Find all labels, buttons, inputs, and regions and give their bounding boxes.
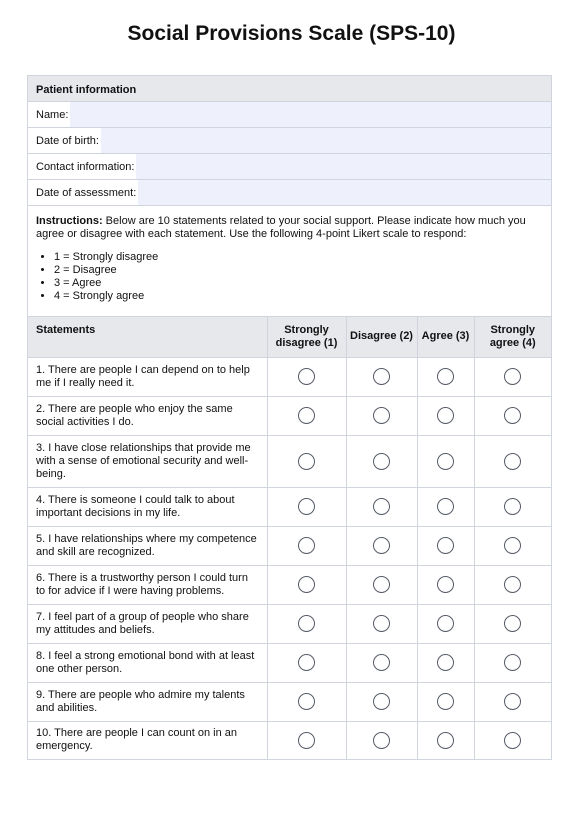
instructions-label: Instructions: <box>36 215 103 227</box>
radio-strongly-disagree[interactable] <box>298 537 315 554</box>
radio-cell-disagree <box>346 604 417 643</box>
assessment-form <box>27 75 552 760</box>
radio-cell-agree <box>417 487 474 526</box>
table-row <box>28 357 551 396</box>
radio-cell-disagree <box>346 565 417 604</box>
radio-disagree[interactable] <box>373 693 390 710</box>
radio-agree[interactable] <box>437 693 454 710</box>
table-header-row <box>28 317 551 357</box>
radio-cell-strongly-disagree <box>267 435 346 487</box>
radio-strongly-disagree[interactable] <box>298 615 315 632</box>
radio-strongly-disagree[interactable] <box>298 654 315 671</box>
scale-item-4: • 4 = Strongly agree <box>54 290 543 303</box>
table-row <box>28 682 551 721</box>
radio-disagree[interactable] <box>373 498 390 515</box>
radio-strongly-agree[interactable] <box>504 615 521 632</box>
scale-item-1: • 1 = Strongly disagree <box>54 251 543 264</box>
likert-scale-list <box>36 251 543 303</box>
radio-strongly-agree[interactable] <box>504 576 521 593</box>
contact-row <box>28 154 551 180</box>
radio-cell-strongly-disagree <box>267 526 346 565</box>
statement-text: 9. There are people who admire my talents and abilities. <box>28 682 267 721</box>
radio-cell-disagree <box>346 682 417 721</box>
radio-cell-agree <box>417 565 474 604</box>
scale-item-2: • 2 = Disagree <box>54 264 543 277</box>
statement-text: 4. There is someone I could talk to about important decisions in my life. <box>28 487 267 526</box>
contact-label: Contact information: <box>36 161 135 173</box>
statement-text: 6. There is a trustworthy person I could turn to for advice if I were having problems. <box>28 565 267 604</box>
radio-cell-agree <box>417 357 474 396</box>
statement-text: 2. There are people who enjoy the same social activities I do. <box>28 396 267 435</box>
header-disagree: Disagree (2) <box>346 317 417 357</box>
table-row <box>28 643 551 682</box>
radio-cell-disagree <box>346 357 417 396</box>
radio-agree[interactable] <box>437 576 454 593</box>
radio-disagree[interactable] <box>373 368 390 385</box>
radio-strongly-agree[interactable] <box>504 693 521 710</box>
radio-agree[interactable] <box>437 537 454 554</box>
radio-disagree[interactable] <box>373 537 390 554</box>
radio-cell-disagree <box>346 643 417 682</box>
radio-cell-agree <box>417 396 474 435</box>
radio-cell-strongly-agree <box>474 643 551 682</box>
radio-agree[interactable] <box>437 498 454 515</box>
radio-cell-strongly-agree <box>474 721 551 759</box>
radio-strongly-disagree[interactable] <box>298 368 315 385</box>
radio-cell-disagree <box>346 526 417 565</box>
radio-disagree[interactable] <box>373 576 390 593</box>
page-title: Social Provisions Scale (SPS-10) <box>127 22 456 45</box>
instructions-text <box>36 215 543 241</box>
radio-cell-agree <box>417 526 474 565</box>
radio-disagree[interactable] <box>373 615 390 632</box>
radio-cell-strongly-agree <box>474 396 551 435</box>
radio-cell-agree <box>417 682 474 721</box>
radio-agree[interactable] <box>437 732 454 749</box>
statement-text: 1. There are people I can depend on to help me if I really need it. <box>28 357 267 396</box>
radio-agree[interactable] <box>437 407 454 424</box>
patient-info-heading: Patient information <box>28 76 551 102</box>
radio-cell-agree <box>417 604 474 643</box>
radio-cell-disagree <box>346 721 417 759</box>
name-label: Name: <box>36 109 69 121</box>
radio-cell-strongly-agree <box>474 604 551 643</box>
radio-cell-agree <box>417 435 474 487</box>
radio-cell-strongly-agree <box>474 487 551 526</box>
radio-disagree[interactable] <box>373 453 390 470</box>
radio-cell-strongly-disagree <box>267 682 346 721</box>
radio-cell-disagree <box>346 487 417 526</box>
radio-strongly-disagree[interactable] <box>298 407 315 424</box>
statement-rows <box>28 357 551 759</box>
instructions-body: Below are 10 statements related to your social support. Please indicate how much you agree or disagree with each statement. Use the following 4-point Likert scale to respond: <box>36 215 526 240</box>
statement-text: 3. I have close relationships that provide me with a sense of emotional security and well-being. <box>28 435 267 487</box>
radio-cell-strongly-agree <box>474 357 551 396</box>
radio-strongly-agree[interactable] <box>504 453 521 470</box>
dob-field[interactable] <box>101 128 551 153</box>
radio-agree[interactable] <box>437 453 454 470</box>
dob-label: Date of birth: <box>36 135 99 147</box>
radio-disagree[interactable] <box>373 732 390 749</box>
radio-strongly-agree[interactable] <box>504 654 521 671</box>
statement-text: 8. I feel a strong emotional bond with at least one other person. <box>28 643 267 682</box>
radio-disagree[interactable] <box>373 654 390 671</box>
radio-agree[interactable] <box>437 615 454 632</box>
radio-strongly-agree[interactable] <box>504 732 521 749</box>
table-row <box>28 526 551 565</box>
radio-cell-strongly-agree <box>474 682 551 721</box>
radio-strongly-agree[interactable] <box>504 537 521 554</box>
radio-cell-agree <box>417 643 474 682</box>
radio-agree[interactable] <box>437 654 454 671</box>
radio-cell-strongly-agree <box>474 565 551 604</box>
radio-strongly-disagree[interactable] <box>298 576 315 593</box>
radio-cell-strongly-disagree <box>267 565 346 604</box>
instructions <box>28 206 551 317</box>
assessment-date-row <box>28 180 551 206</box>
radio-strongly-disagree[interactable] <box>298 498 315 515</box>
table-row <box>28 396 551 435</box>
radio-cell-strongly-disagree <box>267 357 346 396</box>
radio-strongly-agree[interactable] <box>504 407 521 424</box>
table-row <box>28 487 551 526</box>
radio-cell-strongly-agree <box>474 526 551 565</box>
header-strongly-agree: Strongly agree (4) <box>474 317 551 357</box>
assessment-date-field[interactable] <box>138 180 551 205</box>
statement-text: 5. I have relationships where my competence and skill are recognized. <box>28 526 267 565</box>
radio-agree[interactable] <box>437 368 454 385</box>
radio-strongly-disagree[interactable] <box>298 732 315 749</box>
statements-table <box>28 317 551 759</box>
statement-text: 7. I feel part of a group of people who share my attitudes and beliefs. <box>28 604 267 643</box>
table-row <box>28 565 551 604</box>
radio-strongly-agree[interactable] <box>504 498 521 515</box>
header-agree: Agree (3) <box>417 317 474 357</box>
radio-cell-strongly-agree <box>474 435 551 487</box>
header-statements: Statements <box>28 317 267 357</box>
radio-cell-strongly-disagree <box>267 721 346 759</box>
radio-cell-strongly-disagree <box>267 396 346 435</box>
radio-strongly-disagree[interactable] <box>298 453 315 470</box>
scale-item-3: • 3 = Agree <box>54 277 543 290</box>
name-row <box>28 102 551 128</box>
radio-cell-disagree <box>346 396 417 435</box>
radio-disagree[interactable] <box>373 407 390 424</box>
radio-cell-strongly-disagree <box>267 487 346 526</box>
name-field[interactable] <box>70 102 551 127</box>
contact-field[interactable] <box>136 154 551 179</box>
radio-strongly-agree[interactable] <box>504 368 521 385</box>
radio-cell-agree <box>417 721 474 759</box>
table-row <box>28 604 551 643</box>
table-row <box>28 721 551 759</box>
assessment-date-label: Date of assessment: <box>36 187 137 199</box>
radio-cell-disagree <box>346 435 417 487</box>
table-row <box>28 435 551 487</box>
statement-text: 10. There are people I can count on in an emergency. <box>28 721 267 759</box>
radio-strongly-disagree[interactable] <box>298 693 315 710</box>
header-strongly-disagree: Strongly disagree (1) <box>267 317 346 357</box>
dob-row <box>28 128 551 154</box>
radio-cell-strongly-disagree <box>267 604 346 643</box>
radio-cell-strongly-disagree <box>267 643 346 682</box>
